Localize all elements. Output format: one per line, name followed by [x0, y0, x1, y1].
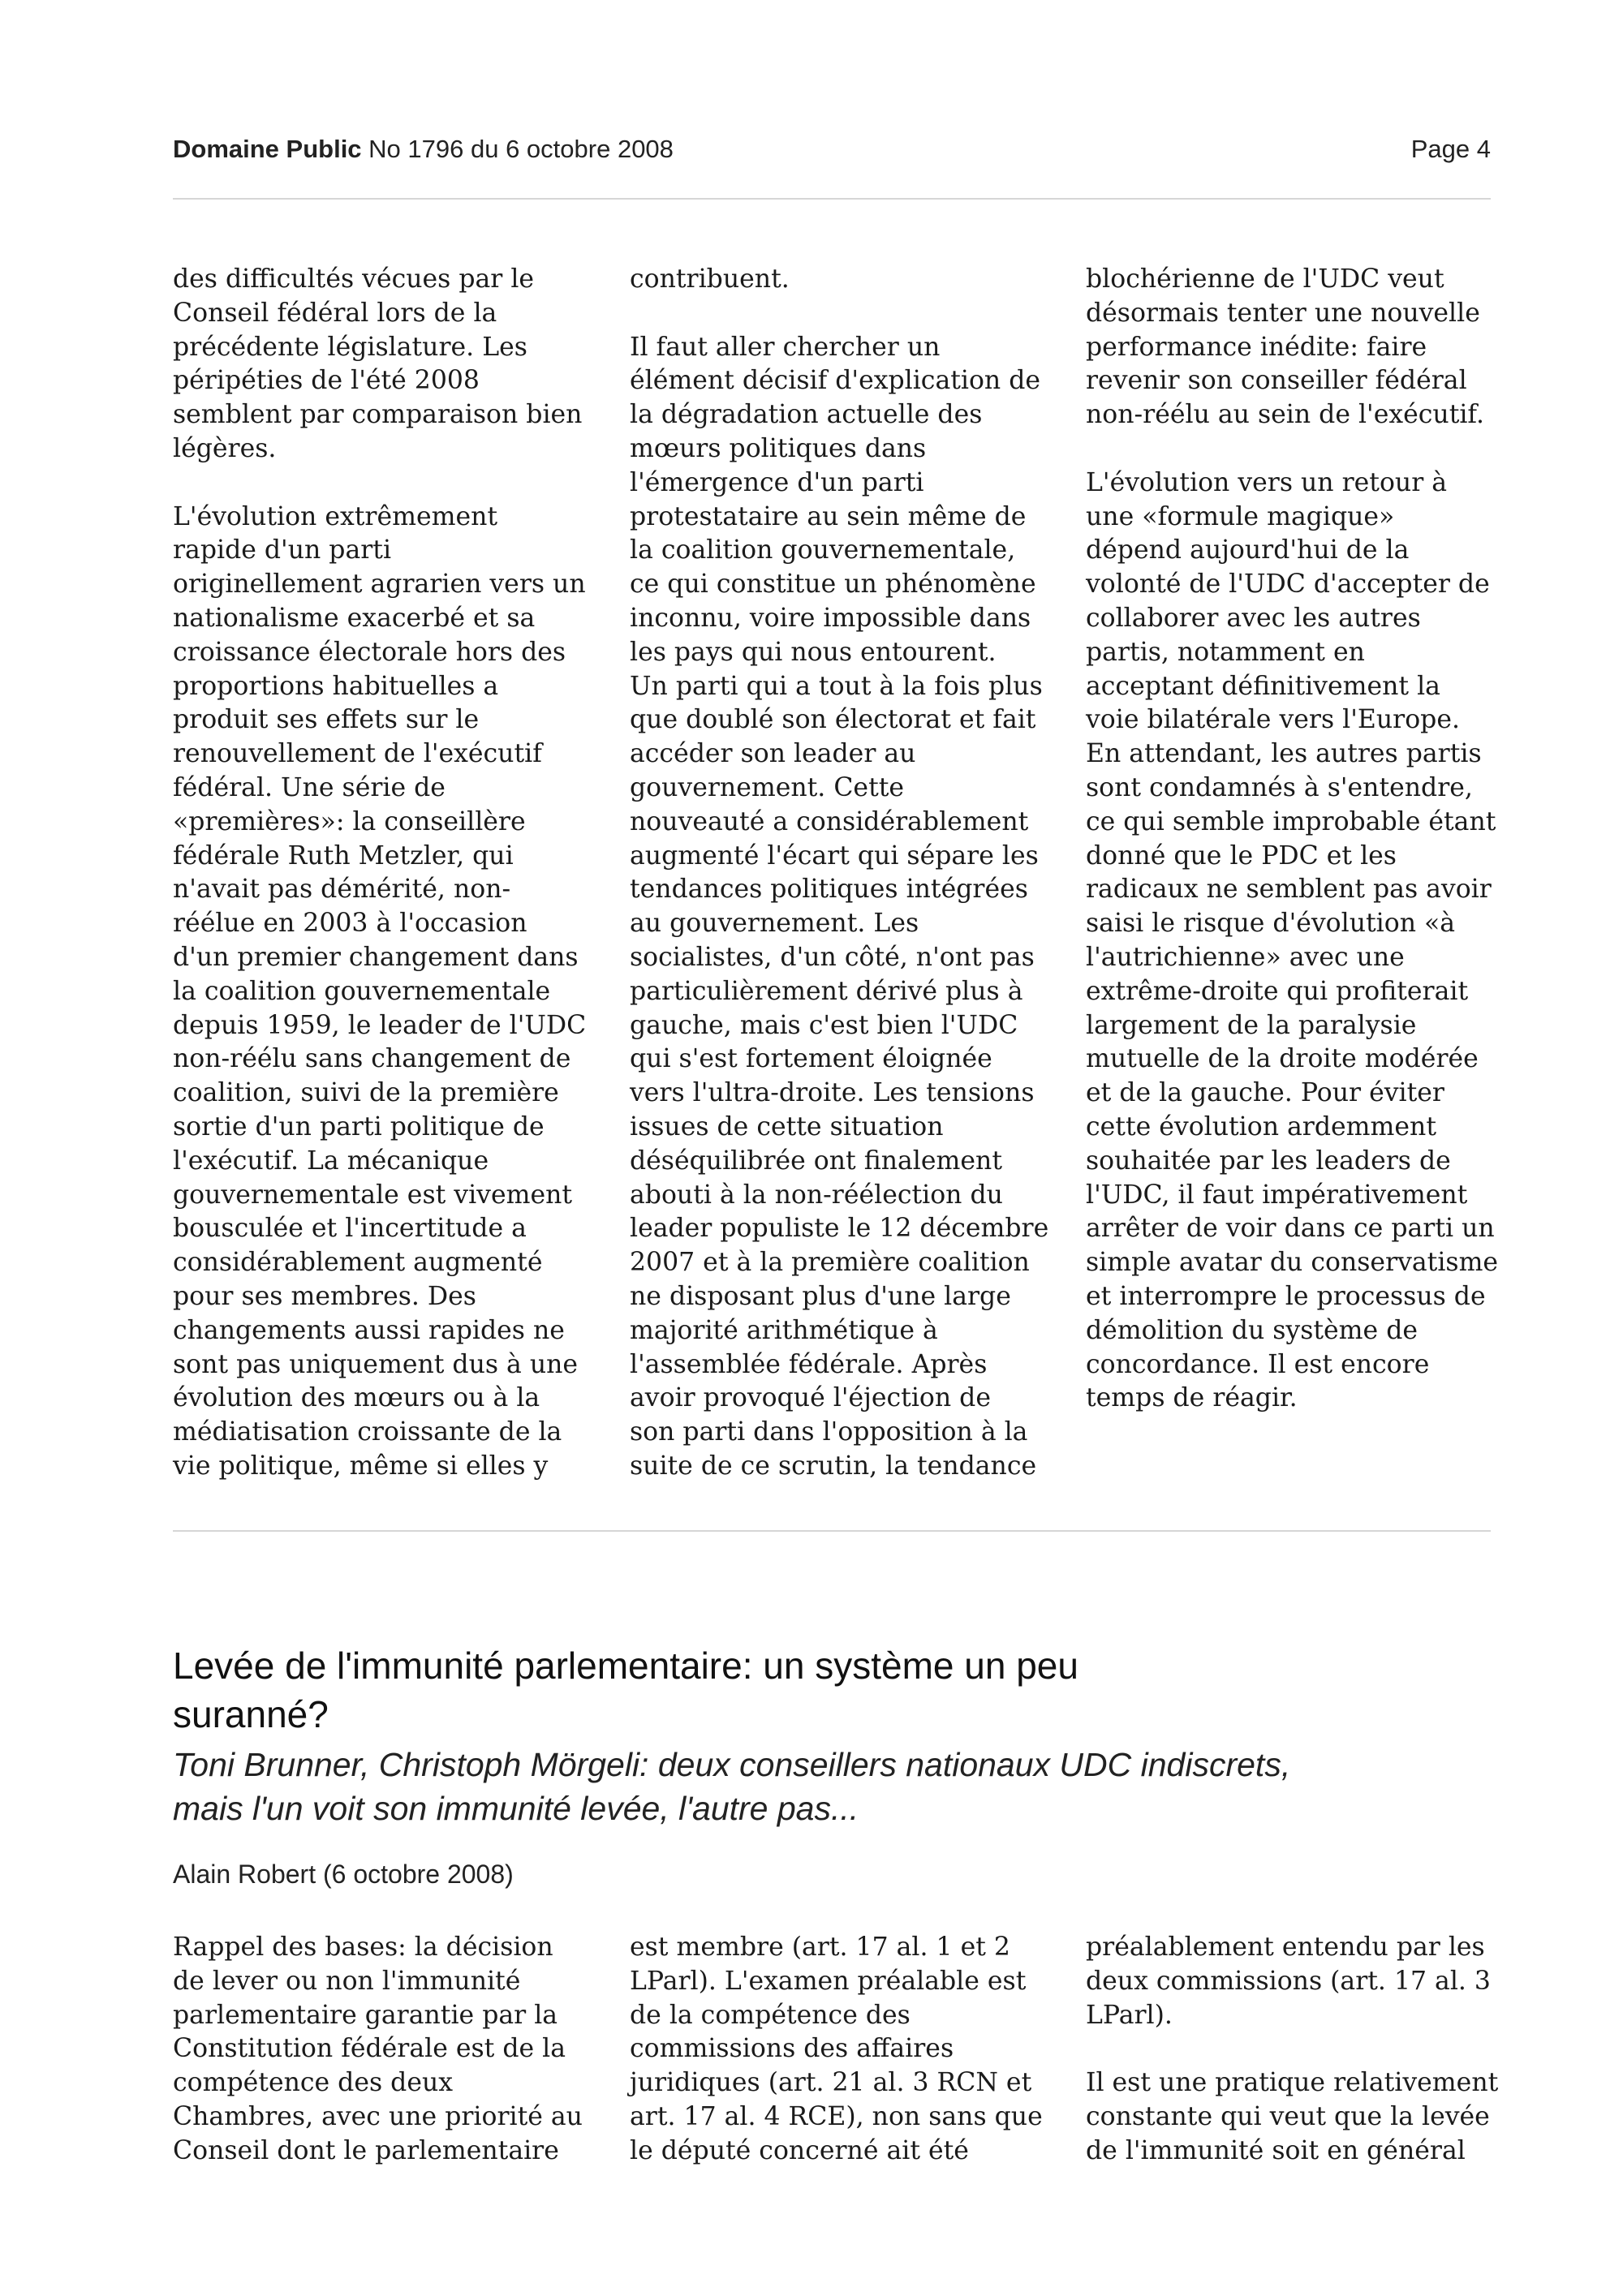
upper-column-3: [1086, 263, 1512, 1416]
paragraph: contribuent.: [630, 264, 790, 294]
paragraph: Il faut aller chercher un élément décisif d'explication de la dégradation actuelle des mœurs politiques dans l'émergence d'un parti protestataire au sein même de la coalition gouvernementale, ce qui constitue un phénomène inconnu, voire impossible dans les pays qui nous entourent. Un parti qui a tout à la fois plus que doublé son électorat et fait accéder son leader au gouvernement. Cette nouveauté a considérablement augmenté l'écart qui sépare les tendances politiques intégrées au gouvernement. Les socialistes, d'un côté, n'ont pas particulièrement dérivé plus à gauche, mais c'est bien l'UDC qui s'est fortement éloignée vers l'ultra-droite. Les tensions issues de cette situation déséquilibrée ont finalement abouti à la non-réélection du leader populiste le 12 décembre 2007 et à la première coalition ne disposant plus d'une large majorité arithmétique à l'assemblée fédérale. Après avoir provoqué l'éjection de son parti dans l'opposition à la suite de ce scrutin, la tendance: [630, 332, 1049, 1481]
upper-column-1: [173, 263, 599, 1484]
article-byline: Alain Robert (6 octobre 2008): [173, 1860, 514, 1889]
header-divider: [173, 198, 1491, 200]
issue-info: No 1796 du 6 octobre 2008: [368, 135, 674, 163]
lower-column-2: [630, 1931, 1056, 2169]
paragraph: L'évolution vers un retour à une «formule magique» dépend aujourd'hui de la volonté de l'UDC d'accepter de collaborer avec les autres partis, notamment en acceptant définitivement la voie bilatérale vers l'Europe. En attendant, les autres partis sont condamnés à s'entendre, ce qui semble improbable étant donné que le PDC et les radicaux ne semblent pas avoir saisi le risque d'évolution «à l'autrichienne» avec une extrême-droite qui profiterait largement de la paralysie mutuelle de la droite modérée et de la gauche. Pour éviter cette évolution ardemment souhaitée par les leaders de l'UDC, il faut impérativement arrêter de voir dans ce parti un simple avatar du conservatisme et interrompre le processus de démolition du système de concordance. Il est encore temps de réagir.: [1086, 467, 1499, 1413]
paragraph: préalablement entendu par les deux commissions (art. 17 al. 3 LParl).: [1086, 1933, 1491, 2030]
page-header: [173, 135, 1491, 170]
paragraph: blochérienne de l'UDC veut désormais tenter une nouvelle performance inédite: faire revenir son conseiller fédéral non-réélu au sein de l'exécutif.: [1086, 264, 1484, 430]
upper-column-2: [630, 263, 1056, 1484]
lower-column-3: [1086, 1931, 1512, 2169]
article-lead: Toni Brunner, Christoph Mörgeli: deux conseillers nationaux UDC indiscrets, mais l'un voit son immunité levée, l'autre pas...: [173, 1746, 1291, 1827]
paragraph: des difficultés vécues par le Conseil fédéral lors de la précédente législature. Les péripéties de l'été 2008 semblent par comparaison bien légères.: [173, 264, 583, 463]
publication-name: Domaine Public: [173, 135, 362, 163]
lower-column-1: [173, 1931, 599, 2169]
article-title: Levée de l'immunité parlementaire: un système un peu suranné?: [173, 1645, 1078, 1735]
paragraph: Il est une pratique relativement constante qui veut que la levée de l'immunité soit en général: [1086, 2068, 1499, 2165]
paragraph: Rappel des bases: la décision de lever ou non l'immunité parlementaire garantie par la Constitution fédérale est de la compétence des deux Chambres, avec une priorité au Conseil dont le parlementaire: [173, 1933, 583, 2165]
paragraph: est membre (art. 17 al. 1 et 2 LParl). L'examen préalable est de la compétence des commissions des affaires juridiques (art. 21 al. 3 RCN et art. 17 al. 4 RCE), non sans que le député concerné ait été: [630, 1933, 1043, 2165]
header-publication-line: [173, 135, 674, 164]
page-number: Page 4: [1410, 135, 1491, 163]
paragraph: L'évolution extrêmement rapide d'un parti originellement agrarien vers un nationalisme exacerbé et sa croissance électorale hors des proportions habituelles a produit ses effets sur le renouvellement de l'exécutif fédéral. Une série de «premières»: la conseillère fédérale Ruth Metzler, qui n'avait pas démérité, non- réélue en 2003 à l'occasion d'un premier changement dans la coalition gouvernementale depuis 1959, le leader de l'UDC non-réélu sans changement de coalition, suivi de la première sortie d'un parti politique de l'exécutif. La mécanique gouvernementale est vivement bousculée et l'incertitude a considérablement augmenté pour ses membres. Des changements aussi rapides ne sont pas uniquement dus à une évolution des mœurs ou à la médiatisation croissante de la vie politique, même si elles y: [173, 501, 587, 1481]
section-divider: [173, 1530, 1491, 1532]
